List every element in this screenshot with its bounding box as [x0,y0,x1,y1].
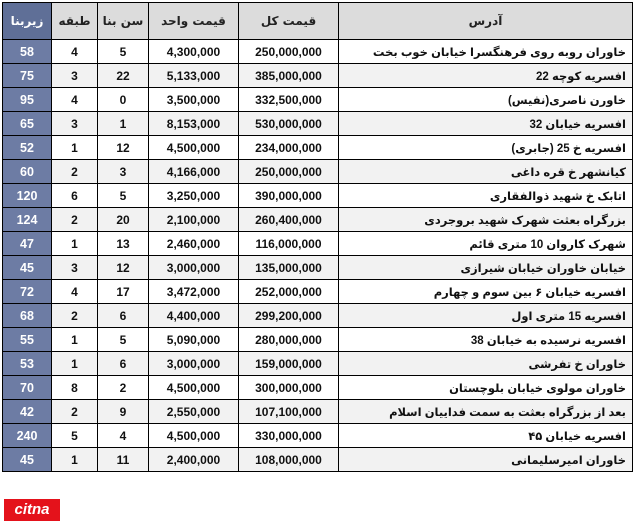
cell-floor: 3 [52,256,98,280]
cell-floor: 1 [52,352,98,376]
cell-age: 17 [98,280,149,304]
cell-age: 6 [98,304,149,328]
cell-floor: 2 [52,400,98,424]
cell-total-price: 260,400,000 [239,208,339,232]
cell-area: 75 [3,64,52,88]
cell-area: 53 [3,352,52,376]
table-row [3,256,633,280]
header-age: سن بنا [98,3,149,40]
cell-total-price: 116,000,000 [239,232,339,256]
cell-address: افسریه 15 متری اول [339,304,633,328]
cell-address: خاوران خ تفرشی [339,352,633,376]
cell-area: 68 [3,304,52,328]
table-row [3,232,633,256]
table-body [3,40,633,472]
cell-age: 13 [98,232,149,256]
table-row [3,304,633,328]
cell-area: 72 [3,280,52,304]
cell-area: 65 [3,112,52,136]
cell-age: 9 [98,400,149,424]
cell-unit-price: 3,472,000 [149,280,239,304]
cell-area: 52 [3,136,52,160]
cell-address: افسریه خ 25 (جابری) [339,136,633,160]
cell-address: افسریه خیابان ۴۵ [339,424,633,448]
cell-floor: 1 [52,136,98,160]
cell-floor: 6 [52,184,98,208]
cell-unit-price: 8,153,000 [149,112,239,136]
cell-address: کیانشهر خ قره داغی [339,160,633,184]
cell-unit-price: 3,000,000 [149,352,239,376]
table-row [3,400,633,424]
table-row [3,160,633,184]
cell-age: 5 [98,184,149,208]
table-row [3,280,633,304]
cell-age: 20 [98,208,149,232]
table-header [3,3,633,40]
cell-total-price: 390,000,000 [239,184,339,208]
cell-unit-price: 2,400,000 [149,448,239,472]
cell-total-price: 159,000,000 [239,352,339,376]
cell-address: افسریه کوچه 22 [339,64,633,88]
cell-age: 6 [98,352,149,376]
listing-table-container [2,2,632,472]
cell-floor: 1 [52,232,98,256]
cell-unit-price: 4,500,000 [149,136,239,160]
cell-age: 4 [98,424,149,448]
cell-floor: 2 [52,160,98,184]
cell-floor: 3 [52,64,98,88]
table-row [3,112,633,136]
cell-unit-price: 3,000,000 [149,256,239,280]
table-row [3,208,633,232]
cell-floor: 1 [52,328,98,352]
cell-total-price: 299,200,000 [239,304,339,328]
cell-address: خاوران مولوی خیابان بلوچستان [339,376,633,400]
table-row [3,352,633,376]
cell-age: 11 [98,448,149,472]
cell-floor: 3 [52,112,98,136]
table-row [3,424,633,448]
cell-floor: 2 [52,304,98,328]
cell-area: 95 [3,88,52,112]
cell-unit-price: 4,300,000 [149,40,239,64]
cell-unit-price: 4,500,000 [149,376,239,400]
header-row [3,3,633,40]
cell-unit-price: 3,500,000 [149,88,239,112]
cell-age: 2 [98,376,149,400]
cell-total-price: 332,500,000 [239,88,339,112]
cell-address: افسریه نرسیده به خیابان 38 [339,328,633,352]
cell-unit-price: 3,250,000 [149,184,239,208]
cell-floor: 1 [52,448,98,472]
cell-total-price: 234,000,000 [239,136,339,160]
header-floor: طبقه [52,3,98,40]
cell-area: 70 [3,376,52,400]
header-area: زیربنا [3,3,52,40]
cell-area: 47 [3,232,52,256]
cell-address: بعد از بزرگراه بعثت به سمت فداییان اسلام [339,400,633,424]
cell-total-price: 250,000,000 [239,40,339,64]
cell-total-price: 385,000,000 [239,64,339,88]
cell-age: 12 [98,256,149,280]
cell-age: 3 [98,160,149,184]
cell-area: 42 [3,400,52,424]
cell-unit-price: 4,166,000 [149,160,239,184]
table-row [3,376,633,400]
cell-area: 55 [3,328,52,352]
cell-floor: 8 [52,376,98,400]
cell-area: 240 [3,424,52,448]
cell-unit-price: 2,460,000 [149,232,239,256]
cell-age: 1 [98,112,149,136]
table-row [3,40,633,64]
header-total-price: قیمت کل [239,3,339,40]
cell-area: 60 [3,160,52,184]
cell-total-price: 530,000,000 [239,112,339,136]
cell-age: 12 [98,136,149,160]
cell-area: 45 [3,448,52,472]
header-address: آدرس [339,3,633,40]
cell-total-price: 300,000,000 [239,376,339,400]
cell-total-price: 108,000,000 [239,448,339,472]
cell-floor: 4 [52,88,98,112]
cell-age: 22 [98,64,149,88]
cell-unit-price: 4,500,000 [149,424,239,448]
cell-address: بزرگراه بعثت شهرک شهید بروجردی [339,208,633,232]
cell-age: 5 [98,40,149,64]
table-row [3,448,633,472]
cell-address: افسریه خیابان ۶ بین سوم و چهارم [339,280,633,304]
cell-address: خاورن ناصری(نفیس) [339,88,633,112]
cell-area: 124 [3,208,52,232]
cell-area: 58 [3,40,52,64]
cell-address: خاوران روبه روی فرهنگسرا خیابان خوب بخت [339,40,633,64]
cell-unit-price: 5,133,000 [149,64,239,88]
cell-unit-price: 2,100,000 [149,208,239,232]
cell-unit-price: 4,400,000 [149,304,239,328]
table-row [3,88,633,112]
cell-age: 5 [98,328,149,352]
table-row [3,136,633,160]
cell-total-price: 135,000,000 [239,256,339,280]
price-table [2,2,633,472]
cell-unit-price: 2,550,000 [149,400,239,424]
cell-total-price: 280,000,000 [239,328,339,352]
cell-floor: 5 [52,424,98,448]
cell-area: 45 [3,256,52,280]
cell-address: اتابک خ شهید ذوالفقاری [339,184,633,208]
cell-age: 0 [98,88,149,112]
cell-address: خیابان خاوران خیابان شیرازی [339,256,633,280]
cell-floor: 2 [52,208,98,232]
cell-total-price: 107,100,000 [239,400,339,424]
header-unit-price: قیمت واحد [149,3,239,40]
table-row [3,328,633,352]
table-row [3,184,633,208]
cell-address: خاوران امیرسلیمانی [339,448,633,472]
citna-logo: citna [4,499,60,521]
cell-unit-price: 5,090,000 [149,328,239,352]
cell-total-price: 252,000,000 [239,280,339,304]
cell-floor: 4 [52,40,98,64]
cell-total-price: 330,000,000 [239,424,339,448]
cell-area: 120 [3,184,52,208]
cell-total-price: 250,000,000 [239,160,339,184]
cell-address: افسریه خیابان 32 [339,112,633,136]
cell-address: شهرک کاروان 10 متری قائم [339,232,633,256]
cell-floor: 4 [52,280,98,304]
table-row [3,64,633,88]
